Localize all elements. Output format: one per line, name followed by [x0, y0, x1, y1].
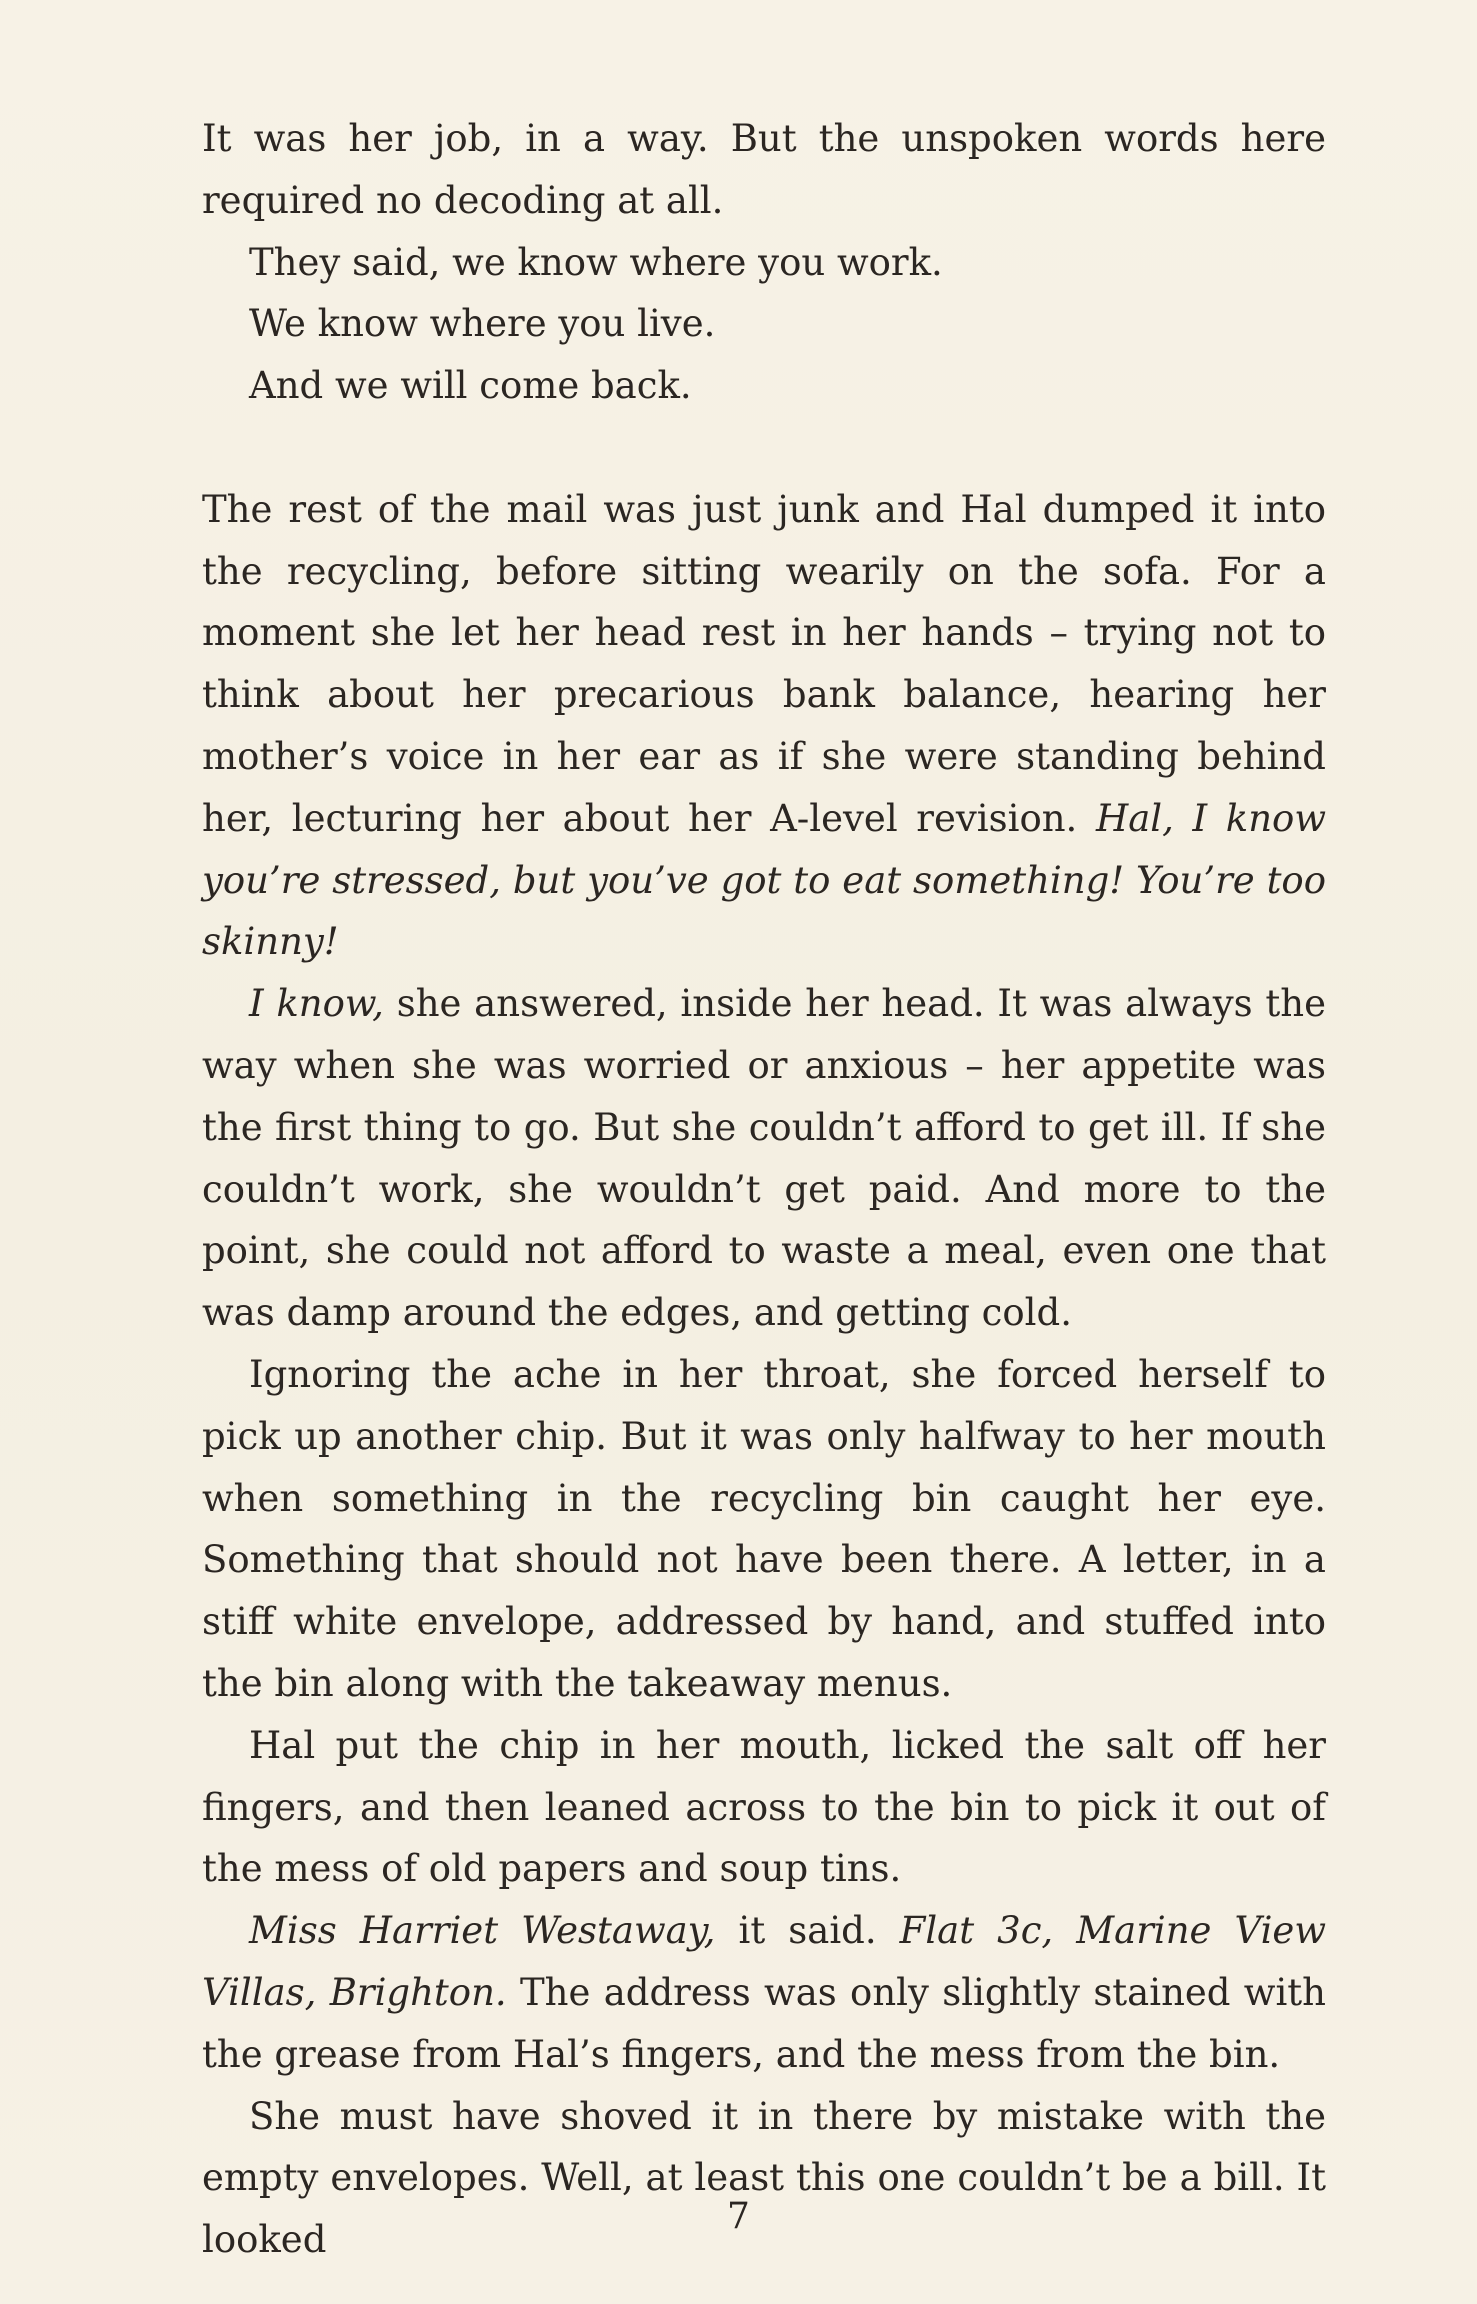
paragraph-10: She must have shoved it in there by mistake with the empty envelopes. Well, at least this one couldn’t be a bill. It looked: [202, 2094, 1326, 2262]
paragraph-3: We know where you live.: [249, 302, 716, 346]
paragraph-1: It was her job, in a way. But the unspoken words here required no decoding at all.: [202, 117, 1326, 222]
paragraph-2: They said, we know where you work.: [249, 240, 943, 284]
paragraph-8: Hal put the chip in her mouth, licked the salt off her fingers, and then leaned across to the bin to pick it out of the mess of old papers and soup tins.: [202, 1723, 1326, 1891]
paragraph-9-name: Miss Harriet Westaway,: [249, 1909, 716, 1953]
paragraph-5-text: The rest of the mail was just junk and Hal dumped it into the recycling, before sitting wearily on the sofa. For a moment she let her head rest in her hands – trying not to think about her precarious bank balance, hearing her mother’s voice in her ear as if she were standing behind her, lecturing her about her A-level revision.: [202, 487, 1326, 840]
paragraph-9-address: Flat 3c, Marine View Villas, Brighton.: [202, 1909, 1326, 2014]
paragraph-6-text: she answered, inside her head. It was always the way when she was worried or anxious – her appetite was the first thing to go. But she couldn’t afford to get ill. If she couldn’t work, she wouldn’t get paid. And more to the point, she could not afford to waste a meal, even one that was damp around the edges, and getting cold.: [202, 982, 1326, 1335]
page-number: 7: [727, 2196, 750, 2237]
paragraph-9-text-2: The address was only slightly stained with the grease from Hal’s fingers, and the mess from the bin.: [202, 1970, 1326, 2076]
paragraph-5: [202, 479, 1326, 973]
paragraph-9: [202, 1900, 1326, 2085]
paragraph-9-text-1: it said.: [715, 1909, 900, 1953]
paragraph-5-italic: Hal, I know you’re stressed, but you’ve got to eat something! You’re too skinny!: [202, 796, 1326, 964]
paragraph-6: [202, 973, 1326, 1344]
paragraph-4: And we will come back.: [249, 364, 692, 408]
paragraph-6-italic: I know,: [249, 982, 384, 1026]
paragraph-7: Ignoring the ache in her throat, she forced herself to pick up another chip. But it was only halfway to her mouth when something in the recycling bin caught her eye. Something that should not have been there. A letter, in a stiff white envelope, addressed by hand, and stuffed into the bin along with the takeaway menus.: [202, 1352, 1326, 1705]
body-text: [202, 108, 1326, 2271]
